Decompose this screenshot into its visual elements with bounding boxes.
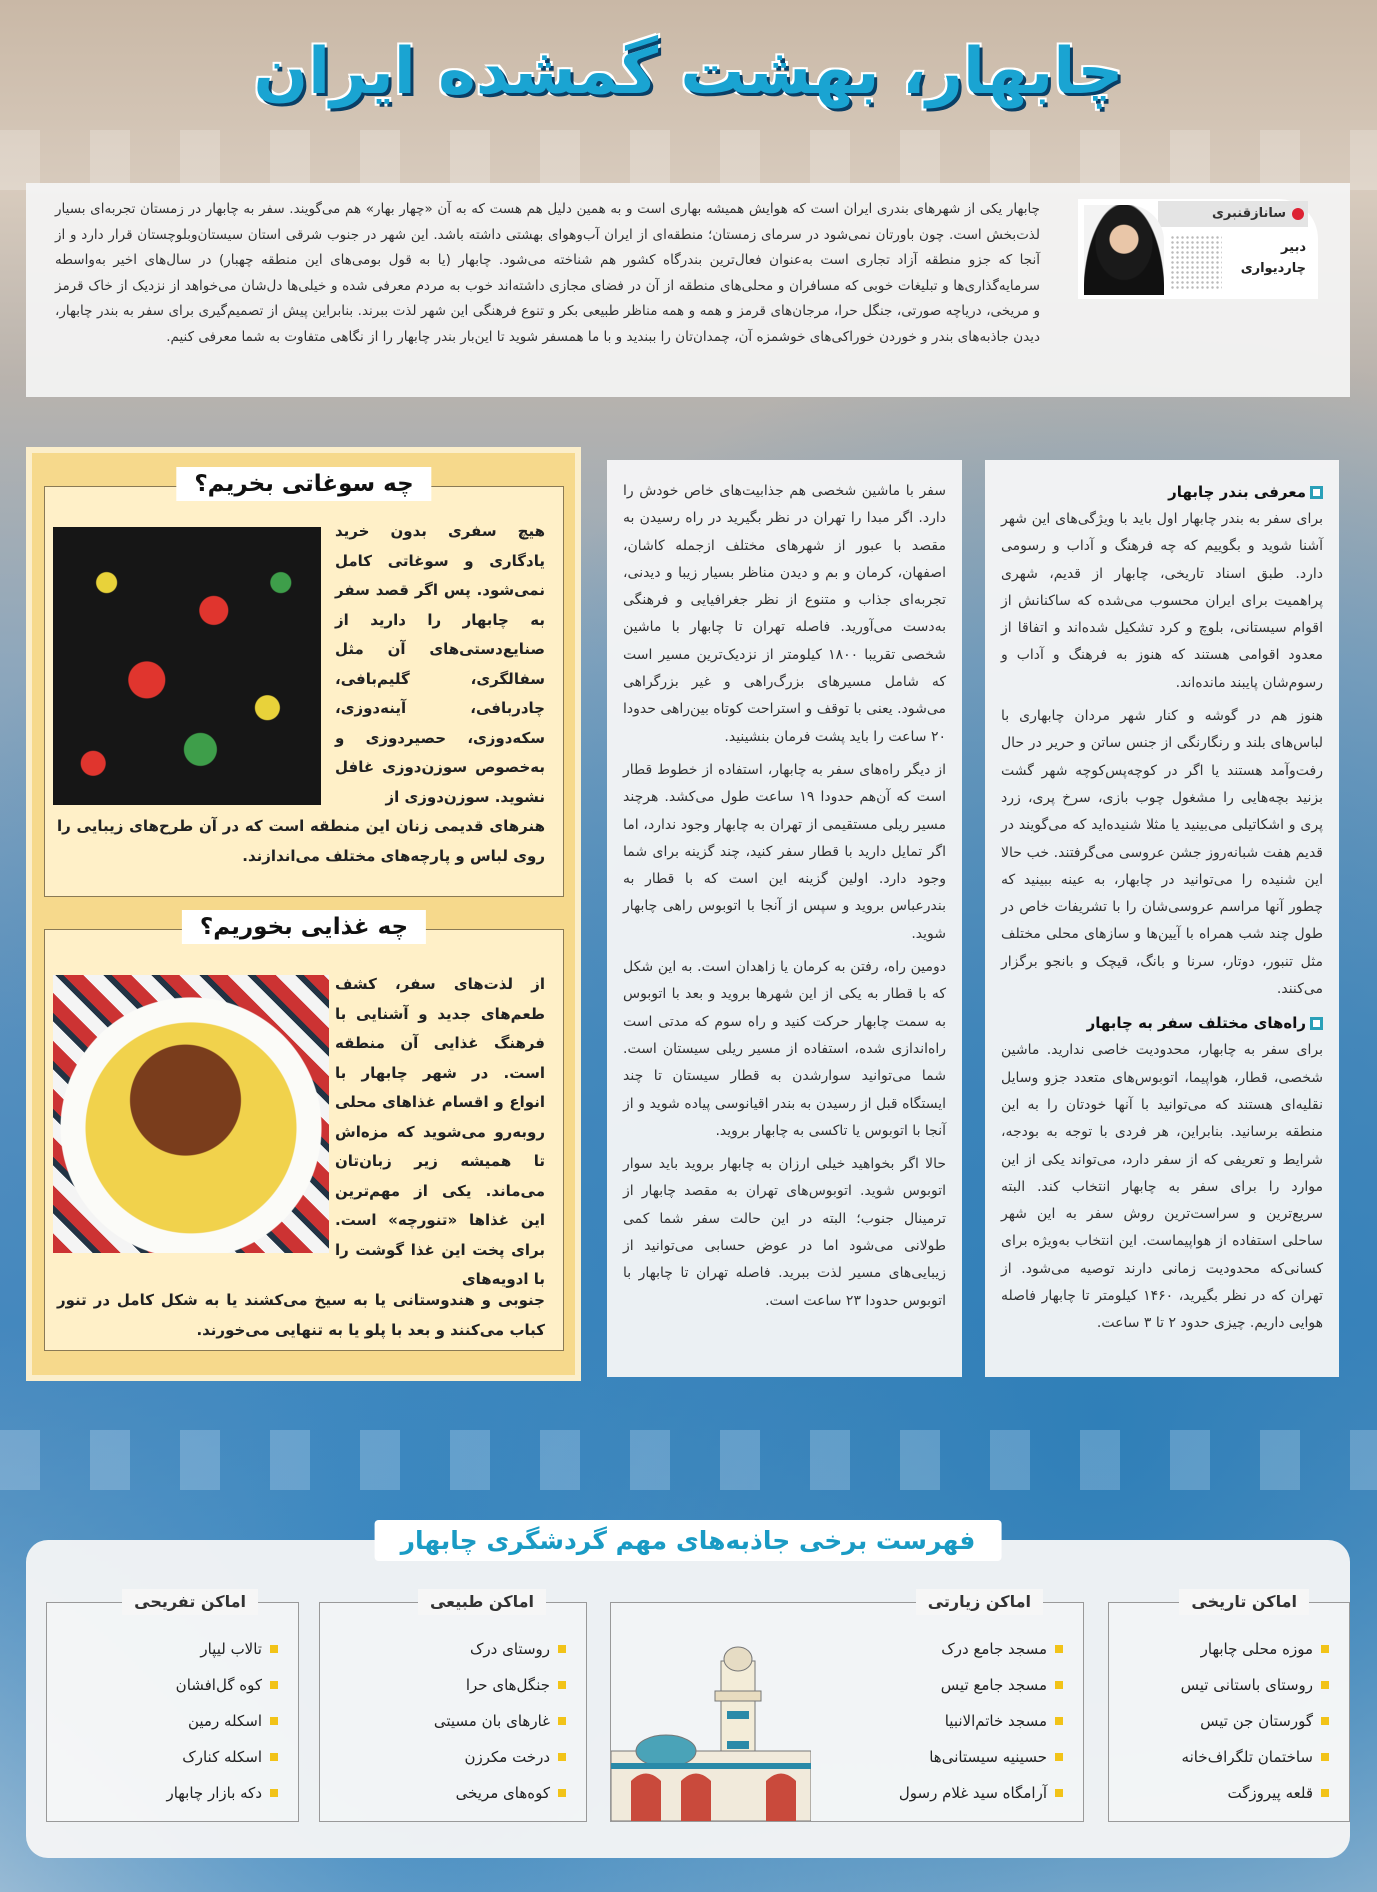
intro-box bbox=[26, 183, 1350, 397]
attractions-title: فهرست برخی جاذبه‌های مهم گردشگری چابهار bbox=[375, 1520, 1002, 1561]
list-recreational bbox=[46, 1592, 299, 1822]
food-title: چه غذایی بخوریم؟ bbox=[182, 910, 426, 944]
souvenir-text-continued: هنرهای قدیمی زنان این منطقه است که در آن طرح‌های زیبایی را روی لباس و پارچه‌های مختلف می‌اندازند. bbox=[57, 817, 545, 865]
author-photo bbox=[1084, 205, 1164, 295]
mosque-icon bbox=[611, 1631, 811, 1821]
list-item: مسجد جامع تیس bbox=[899, 1667, 1063, 1703]
food-text: از لذت‌های سفر، کشف طعم‌های جدید و آشنایی با فرهنگ غذایی آن منطقه است. در شهر چابهار با انواع و اقسام غذاهای محلی روبه‌رو می‌شوید که مزه‌اش تا همیشه زیر زبان‌تان می‌ماند. یکی از مهم‌ترین این غذاها «تنورچه» است. برای پخت این غذا گوشت را با ادویه‌های bbox=[335, 975, 545, 1288]
background-texture bbox=[0, 130, 1377, 190]
list-item: کوه گل‌افشان bbox=[166, 1667, 278, 1703]
list-title: اماکن زیارتی bbox=[916, 1589, 1043, 1615]
list-title: اماکن تفریحی bbox=[122, 1589, 258, 1615]
list-item: درخت مکرزن bbox=[434, 1739, 566, 1775]
list-title: اماکن طبیعی bbox=[418, 1589, 546, 1615]
list-item: قلعه پیروزگت bbox=[1181, 1775, 1329, 1811]
food-box bbox=[44, 914, 564, 1351]
list-item: روستای باستانی تیس bbox=[1181, 1667, 1329, 1703]
food-text-continued: جنوبی و هندوستانی یا به سیخ می‌کشند یا به شکل کامل در تنور کباب می‌کنند و بعد با پلو یا به تنهایی می‌خورند. bbox=[57, 1291, 545, 1339]
souvenir-box bbox=[44, 471, 564, 897]
section-heading: راه‌های مختلف سفر به چابهار bbox=[1001, 1009, 1323, 1037]
list-title: اماکن تاریخی bbox=[1179, 1589, 1309, 1615]
list-item: ساختمان تلگراف‌خانه bbox=[1181, 1739, 1329, 1775]
author-card bbox=[1078, 199, 1318, 299]
paragraph: برای سفر به چابهار، محدودیت خاصی ندارید. ماشین شخصی، قطار، هواپیما، اتوبوس‌های متعدد جزو وسایل نقلیه‌ای هستند که می‌توانید با آنها خودتان را به این منطقه برسانید. بنابراین، هر فردی با توجه به بودجه، شرایط و تعریفی که از سفر دارد، می‌تواند یکی از این موارد را برای سفر به چابهار انتخاب کند. البته سریع‌ترین و سراست‌ترین روش سفر به این شهر ساحلی استفاده از هواپیماست. این انتخاب به‌ویژه برای کسانی‌که محدودیت زمانی دارند توصیه می‌شود. از تهران که در نظر بگیرید، ۱۴۶۰ کیلومتر تا چابهار فاصله هوایی داریم. چیزی حدود ۲ تا ۳ ساعت. bbox=[1001, 1042, 1324, 1332]
list-item: اسکله رمین bbox=[166, 1703, 278, 1739]
column-intro-chabahar bbox=[985, 460, 1339, 1377]
list-item: تالاب لیپار bbox=[166, 1631, 278, 1667]
list-item: گورستان جن تیس bbox=[1181, 1703, 1329, 1739]
food-image bbox=[53, 975, 329, 1253]
list-pilgrimage bbox=[610, 1592, 1084, 1822]
dot-pattern-icon bbox=[1170, 235, 1222, 289]
list-item: جنگل‌های حرا bbox=[434, 1667, 566, 1703]
paragraph: حالا اگر بخواهید خیلی ارزان به چابهار بروید باید سوار اتوبوس شوید. اتوبوس‌های تهران به مقصد چابهار از ترمینال جنوب؛ البته در این حالت سفر شما کمی طولانی می‌شود اما در عوض حسابی می‌توانید از زیبایی‌های مسیر لذت ببرید. فاصله تهران تا چابهار با اتوبوس حدودا ۲۳ ساعت است. bbox=[623, 1156, 946, 1309]
list-item: دکه بازار چابهار bbox=[166, 1775, 278, 1811]
list-item: مسجد جامع درک bbox=[899, 1631, 1063, 1667]
list-item: کوه‌های مریخی bbox=[434, 1775, 566, 1811]
list-item: حسینیه سیستانی‌ها bbox=[899, 1739, 1063, 1775]
paragraph: برای سفر به بندر چابهار اول باید با ویژگی‌های این شهر آشنا شوید و بگوییم که چه فرهنگ و آداب و رسومی دارد. طبق اسناد تاریخی، چابهار از قدیم، شهری پراهمیت برای ایران محسوب می‌شده که ساکنانش از اقوام سیستانی، بلوچ و کرد تشکیل شده‌اند و اتفاقا از معدود اقوامی هستند که هنوز به فرهنگ و آداب و رسوم‌شان پایبند مانده‌اند. bbox=[1001, 511, 1323, 691]
list-natural bbox=[319, 1592, 587, 1822]
author-role: دبیر چاردیواری bbox=[1240, 240, 1306, 276]
souvenir-text: هیچ سفری بدون خرید یادگاری و سوغاتی کامل نمی‌شود. پس اگر قصد سفر به چابهار را دارید از صنایع‌دستی‌های آن مثل سفالگری، گلیم‌بافی، چادربافی، آینه‌دوزی، سکه‌دوزی، حصیردوزی و به‌خصوص سوزن‌دوزی غافل نشوید. سوزن‌دوزی از bbox=[335, 522, 545, 806]
intro-text: چابهار یکی از شهرهای بندری ایران است که هوایش همیشه بهاری است و به همین دلیل هم هست که به آن «چهار بهار» هم می‌گویند. سفر به چابهار در زمستان تجربه‌ای بسیار لذت‌بخش است. چون باورتان نمی‌شود در سرمای زمستان؛ منطقه‌ای از ایران آب‌وهوای بهشتی داشته باشد. این شهر در جنوب شرقی استان سیستان‌وبلوچستان قرار دارد و از آنجا که جزو منطقه آزاد تجاری است به‌عنوان فعال‌ترین بندرگاه کشور هم شناخته می‌شود. چابهار (یا به قول بومی‌های این منطقه چهبار) در سال‌های اخیر به‌واسطه سرمایه‌گذاری‌ها و تبلیغات خوبی که مسافران و محلی‌های منطقه از آن در فضای مجازی داشته‌اند خوب به مردم معرفی شده و خیلی‌ها دل‌شان می‌خواهد از نزدیک از خاک قرمز و مریخی، دریاچه صورتی، جنگل حرا، مرجان‌های قرمز و همه و همه مناظر طبیعی بکر و تنوع فرهنگی این شهر لذت ببرند. بنابراین پیش از تصمیم‌گیری برای سفر به بندر چابهار، دیدن جاذبه‌های بندر و خوردن خوراکی‌های خوشمزه آن، چمدان‌تان را ببندید و با ما همسفر شوید تا این‌بار بندر چابهار را از نگاهی متفاوت به شما معرفی کنیم. bbox=[55, 201, 1040, 345]
paragraph: دومین راه، رفتن به کرمان یا زاهدان است. به این شکل که با قطار به یکی از این شهرها بروید و بعد با اتوبوس به سمت چابهار حرکت کنید و راه سوم که مدتی است راه‌اندازی شده، استفاده از مسیر ریلی سیستان است. شما می‌توانید سوارشدن به قطار سیستان تا چند ایستگاه قبل از رسیدن به بندر اقیانوسی پیاده شوید و از آنجا با اتوبوس یا تاکسی به چابهار بروید. bbox=[623, 959, 946, 1139]
list-item: آرامگاه سید غلام رسول bbox=[899, 1775, 1063, 1811]
souvenir-title: چه سوغاتی بخریم؟ bbox=[176, 467, 431, 501]
embroidery-image bbox=[53, 527, 321, 805]
section-icon bbox=[1310, 486, 1323, 499]
list-item: اسکله کنارک bbox=[166, 1739, 278, 1775]
paragraph: سفر با ماشین شخصی هم جذابیت‌های خاص خودش را دارد. اگر مبدا را تهران در نظر بگیرید در راه رسیدن به مقصد با عبور از شهرهای مختلف ازجمله کاشان، اصفهان، کرمان و بم و دیدن مناظر بسیار زیبا و دیدنی، تجربه‌ای جذاب و متنوع از نظر جغرافیایی و فرهنگی به‌دست می‌آورید. فاصله تهران تا چابهار با ماشین شخصی تقریبا ۱۸۰۰ کیلومتر از نزدیک‌ترین مسیر است که شامل مسیرهای بزرگ‌راهی و غیر بزرگراهی می‌شود. یعنی با توقف و استراحت کوتاه بین‌راهی حدودا ۲۰ ساعت را باید پشت فرمان بنشینید. bbox=[623, 483, 946, 745]
list-item: روستای درک bbox=[434, 1631, 566, 1667]
paragraph: هنوز هم در گوشه و کنار شهر مردان چابهاری با لباس‌های بلند و رنگارنگی از جنس ساتن و حریر در حال رفت‌وآمد هستند یا اگر در کوچه‌پس‌کوچه‌ شهر گشت بزنید بچه‌هایی را مشغول چوب بازی، سرخ پری، زرد پری و اشکاتیلی می‌بینید یا مثلا شنیده‌اید که می‌گویند در قدیم هفت شبانه‌روز جشن عروسی می‌گرفتند. خب حالا این شنیده را می‌توانید در چابهار، به عینه ببینید که چطور آنها مراسم عروسی‌شان را با تشریفات خاص در طول چند شب همراه با آیین‌ها و سازهای محلی مختلف مثل تنبور، دوتار، سرنا و بانگ، قیچک و بانجو برگزار می‌کنند. bbox=[1001, 708, 1323, 998]
list-item: مسجد خاتم‌الانبیا bbox=[899, 1703, 1063, 1739]
paragraph: از دیگر راه‌های سفر به چابهار، استفاده از خطوط قطار است که آن‌هم حدودا ۱۹ ساعت طول می‌کشد. هرچند مسیر ریلی مستقیمی از تهران به چابهار وجود ندارد، اما اگر تمایل دارید با قطار سفر کنید، چند گزینه برای شما وجود دارد. اولین گزینه این است که با قطار به بندرعباس بروید و سپس از آنجا با اتوبوس راهی چابهار شوید. bbox=[623, 761, 946, 942]
list-item: موزه محلی چابهار bbox=[1181, 1631, 1329, 1667]
sidebar-panel bbox=[26, 447, 581, 1381]
list-item: غارهای بان مسیتی bbox=[434, 1703, 566, 1739]
column-travel-routes bbox=[607, 460, 962, 1377]
attractions-panel bbox=[26, 1526, 1350, 1858]
section-heading: معرفی بندر چابهار bbox=[1001, 478, 1323, 506]
section-icon bbox=[1310, 1017, 1323, 1030]
page-title: چابهار، بهشت گمشده ایران bbox=[253, 35, 1124, 109]
list-historical bbox=[1108, 1592, 1350, 1822]
background-texture bbox=[0, 1430, 1377, 1490]
author-dot-icon bbox=[1292, 208, 1304, 220]
author-name: سانازقنبری bbox=[1158, 201, 1308, 227]
